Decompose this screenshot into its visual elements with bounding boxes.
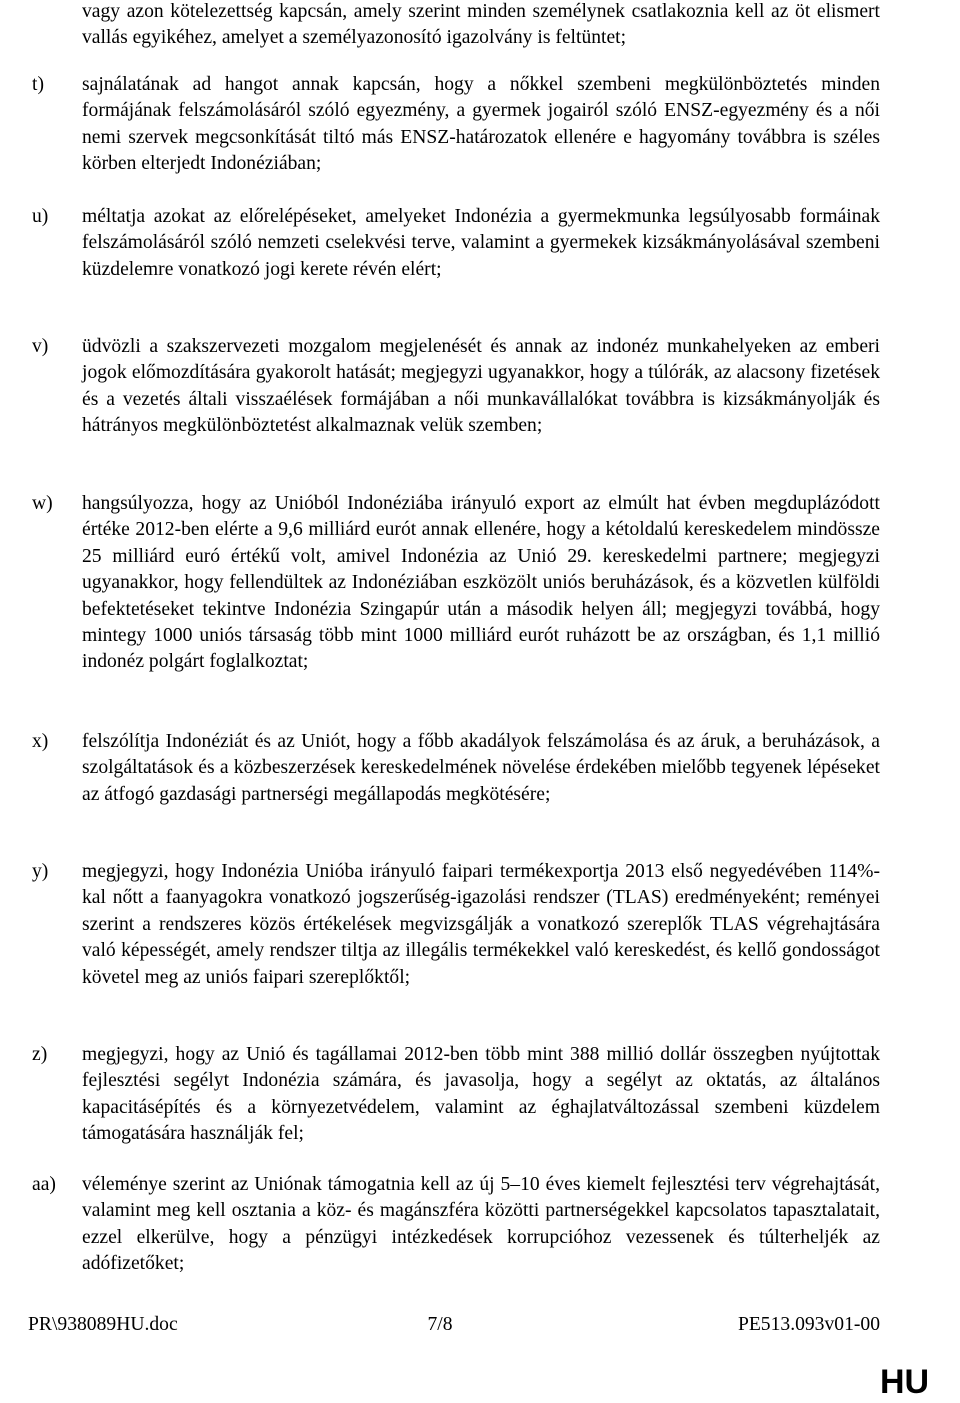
paragraph-aa bbox=[32, 1172, 880, 1278]
paragraph-label: v) bbox=[32, 336, 49, 357]
paragraph-z bbox=[32, 1042, 880, 1148]
paragraph-text: vagy azon kötelezettség kapcsán, amely szerint minden személynek csatlakoznia kell az öt elismert vallás egyikéhez, amelyet a személyazonosító igazolvány is feltüntet; bbox=[82, 1, 880, 49]
paragraph-label: y) bbox=[32, 861, 49, 882]
paragraph-text: hangsúlyozza, hogy az Unióból Indonéziába irányuló export az elmúlt hat évben megduplázódott értéke 2012-ben elérte a 9,6 milliárd eurót annak ellenére, hogy a kétoldalú kereskedelem mindössze 25 milliárd euró értékű volt, amivel Indonézia az Unió 29. kereskedelmi partnere; megjegyzi ugyanakkor, hogy fellendültek az Indonéziában eszközölt uniós beruházások, és a közvetlen külföldi befektetéseket tekintve Indonézia Szingapúr után a második helyen áll; megjegyzi továbbá, hogy mintegy 1000 uniós társaság több mint 1000 milliárd eurót ruházott be az országban, és 1,1 millió indonéz polgárt foglalkoztat; bbox=[82, 493, 880, 673]
paragraph-label: z) bbox=[32, 1044, 48, 1065]
paragraph-u bbox=[32, 204, 880, 283]
paragraph-text: felszólítja Indonéziát és az Uniót, hogy a főbb akadályok felszámolása és az áruk, a beruházások, a szolgáltatások és a közbeszerzések kereskedelmének növelése érdekében mielőbb tegyenek lépéseket az átfogó gazdasági partnerségi megállapodás megkötésére; bbox=[82, 731, 880, 805]
paragraph-label: t) bbox=[32, 74, 44, 95]
paragraph-w bbox=[32, 491, 880, 676]
paragraph-t bbox=[32, 72, 880, 178]
paragraph-text: véleménye szerint az Uniónak támogatnia kell az új 5–10 éves kiemelt fejlesztési terv végrehajtását, valamint meg kell osztania a köz- és magánszféra közötti partnerségekkel kapcsolatos tapasztalatait, ezzel elkerülve, hogy a pénzügyi intézkedések korrupcióhoz vezessenek és túlterheljék az adófizetőket; bbox=[82, 1174, 880, 1275]
paragraph-label: w) bbox=[32, 493, 53, 514]
paragraph-v bbox=[32, 334, 880, 440]
paragraph-text: sajnálatának ad hangot annak kapcsán, hogy a nőkkel szembeni megkülönböztetés minden formájának felszámolásáról szóló egyezmény, a gyermek jogairól szóló ENSZ-egyezmény és a női nemi szervek megcsonkítását tiltó más ENSZ-határozatok ellenére e hagyomány továbbra is széles körben elterjedt Indonéziában; bbox=[82, 74, 880, 175]
paragraph-text: megjegyzi, hogy Indonézia Unióba irányuló faipari termékexportja 2013 első negyedévében 114%-kal nőtt a faanyagokra vonatkozó jogszerűség-igazolási rendszer (TLAS) eredményeként; reményei szerint a rendszeres közös értékelések megvizsgálják a vonatkozó szereplők TLAS végrehajtására való képességét, amely rendszer tiltja az illegális termékekkel való kereskedést, és kellő gondosságot követel meg az uniós faipari szereplőktől; bbox=[82, 861, 880, 988]
paragraph-text: üdvözli a szakszervezeti mozgalom megjelenését és annak az indonéz munkahelyeken az emberi jogok előmozdítására gyakorolt hatását; megjegyzi ugyanakkor, hogy a túlórák, az alacsony fizetések és a vezetés általi visszaélések formájában a női munkavállalókat továbbra is kizsákmányolják és hátrányos megkülönböztetést alkalmaznak velük szemben; bbox=[82, 336, 880, 437]
footer-language-tag: HU bbox=[880, 1363, 930, 1401]
paragraph-text: méltatja azokat az előrelépéseket, amelyeket Indonézia a gyermekmunka legsúlyosabb formáinak felszámolásáról szóló nemzeti cselekvési terve, valamint a gyermekek kizsákmányolásával szembeni küzdelemre vonatkozó jogi kerete révén elért; bbox=[82, 206, 880, 280]
paragraph-label: u) bbox=[32, 206, 49, 227]
paragraph-label: x) bbox=[32, 731, 49, 752]
paragraph-x bbox=[32, 729, 880, 808]
footer-page-number: 7/8 bbox=[427, 1314, 453, 1335]
paragraph-label: aa) bbox=[32, 1174, 56, 1195]
paragraph-text: megjegyzi, hogy az Unió és tagállamai 2012-ben több mint 388 millió dollár összegben nyújtottak fejlesztési segélyt Indonézia számára, és javasolja, hogy a segélyt az oktatás, az általános kapacitásépítés és a környezetvédelem, valamint az éghajlatváltozással szembeni küzdelem támogatására használják fel; bbox=[82, 1044, 880, 1145]
footer-document-code: PE513.093v01-00 bbox=[737, 1314, 880, 1335]
paragraph-y bbox=[32, 859, 880, 991]
paragraph-continuation bbox=[32, 0, 880, 52]
footer-reference: PR\938089HU.doc bbox=[28, 1314, 178, 1335]
